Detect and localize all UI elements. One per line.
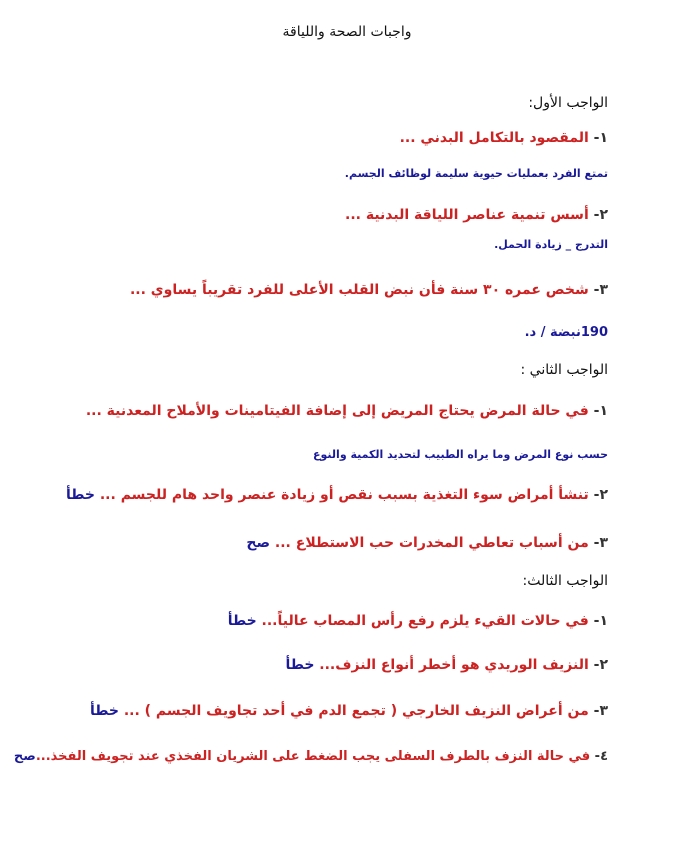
hw1-answer-1: تمتع الفرد بعمليات حيوية سليمة لوظائف الجسم.: [344, 167, 608, 180]
question-text: من أسباب تعاطي المخدرات حب الاستطلاع ...: [274, 535, 589, 551]
hw2-question-3: ٣- من أسباب تعاطي المخدرات حب الاستطلاع ... صح: [246, 535, 608, 551]
hw2-heading: الواجب الثاني :: [520, 362, 608, 378]
question-number: ٢: [599, 207, 608, 223]
question-text: في حالة النزف بالطرف السفلى يجب الضغط على الشريان الفخذي عند تجويف الفخذ...: [35, 749, 591, 764]
hw1-question-2: ٢- أسس تنمية عناصر اللياقة البدنية ...: [345, 207, 608, 223]
question-text: شخص عمره ٣٠ سنة فأن نبض القلب الأعلى للفرد تقريباً يساوي ...: [129, 282, 589, 298]
answer-false: خطأ: [285, 657, 315, 673]
hw1-question-3: ٣- شخص عمره ٣٠ سنة فأن نبض القلب الأعلى للفرد تقريباً يساوي ...: [129, 282, 608, 298]
hw1-heading: الواجب الأول:: [528, 95, 608, 111]
answer-false: خطأ: [89, 703, 119, 719]
question-text: أسس تنمية عناصر اللياقة البدنية ...: [345, 207, 589, 223]
question-number: ٣: [599, 703, 608, 719]
hw3-heading: الواجب الثالث:: [522, 573, 608, 589]
question-number: ١: [599, 613, 608, 629]
page-title: واجبات الصحة واللياقة: [282, 24, 412, 40]
answer-true: صح: [246, 535, 271, 551]
hw2-question-1: ١- في حالة المرض يحتاج المريض إلى إضافة الفيتامينات والأملاح المعدنية ...: [85, 403, 608, 419]
answer-false: خطأ: [227, 613, 257, 629]
hw1-question-1: ١- المقصود بالتكامل البدني ...: [399, 130, 608, 146]
question-number: ٤: [600, 749, 608, 764]
answer-true: صح: [13, 749, 36, 764]
question-number: ٣: [599, 535, 608, 551]
question-number: ٢: [599, 657, 608, 673]
question-text: في حالة المرض يحتاج المريض إلى إضافة الفيتامينات والأملاح المعدنية ...: [85, 403, 589, 419]
hw3-question-1: ١- في حالات القيء يلزم رفع رأس المصاب عالياً... خطأ: [227, 613, 608, 629]
hw3-question-3: ٣- من أعراض النزيف الخارجي ( تجمع الدم في أحد تجاويف الجسم ) ... خطأ: [89, 703, 608, 719]
question-number: ١: [599, 403, 608, 419]
question-text: المقصود بالتكامل البدني ...: [399, 130, 589, 146]
question-number: ٣: [599, 282, 608, 298]
hw1-answer-2: التدرج _ زيادة الحمل.: [494, 238, 608, 251]
question-number: ٢: [599, 487, 608, 503]
question-text: تنشأ أمراض سوء التغذية بسبب نقص أو زيادة عنصر واحد هام للجسم ...: [99, 487, 589, 503]
hw3-question-4: ٤- في حالة النزف بالطرف السفلى يجب الضغط على الشريان الفخذي عند تجويف الفخذ...صح: [13, 749, 608, 764]
question-text: النزيف الوريدي هو أخطر أنواع النزف...: [319, 657, 589, 673]
hw2-question-2: ٢- تنشأ أمراض سوء التغذية بسبب نقص أو زيادة عنصر واحد هام للجسم ... خطأ: [66, 487, 608, 503]
question-text: من أعراض النزيف الخارجي ( تجمع الدم في أحد تجاويف الجسم ) ...: [123, 703, 589, 719]
hw3-question-2: ٢- النزيف الوريدي هو أخطر أنواع النزف... خطأ: [285, 657, 608, 673]
question-number: ١: [599, 130, 608, 146]
answer-false: خطأ: [66, 487, 95, 503]
question-text: في حالات القيء يلزم رفع رأس المصاب عالياً...: [261, 613, 589, 629]
hw2-answer-1: حسب نوع المرض وما يراه الطبيب لتحديد الكمية والنوع: [313, 448, 608, 461]
hw1-answer-3: 190نبضة / د.: [524, 325, 608, 340]
